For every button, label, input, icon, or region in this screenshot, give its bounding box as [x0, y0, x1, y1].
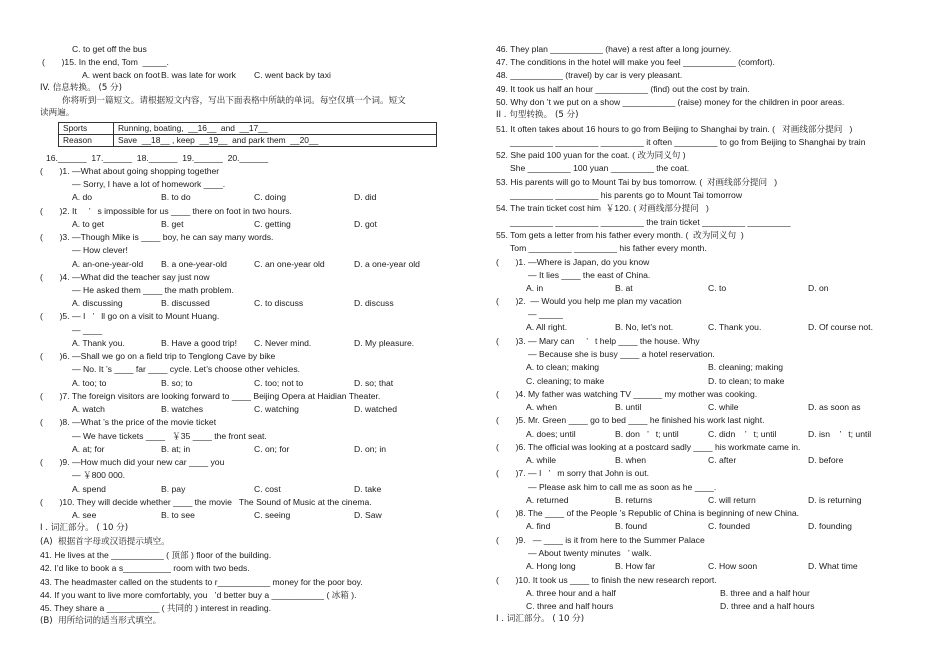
section-iv-heading: IV. 信息转换。 (5 分): [40, 83, 122, 93]
question-4-reply: — He asked them ____ the math problem.: [72, 285, 234, 295]
option: B. at; in: [161, 444, 191, 454]
option: B. to do: [161, 192, 191, 202]
table-row: [59, 135, 437, 147]
option: A. do: [72, 192, 93, 202]
question-41: 41. He lives at the ___________ ( 顶部 ) floor of the building.: [40, 550, 272, 560]
question-44: 44. If you want to live more comfortably, you ’d better buy a ___________ ( 冰箱 ).: [40, 590, 357, 600]
option: C. too; not to: [254, 378, 304, 388]
option: D. My pleasure.: [354, 338, 415, 348]
option: D. got: [354, 219, 377, 229]
option: A. does; until: [526, 429, 576, 439]
option: D. What time: [808, 561, 858, 571]
option: B. cleaning; making: [708, 362, 783, 372]
option: D. did: [354, 192, 377, 202]
option: D. on: [808, 283, 829, 293]
vocab-section-heading-right: I . 词汇部分。 ( 10 分): [496, 614, 585, 624]
option: C. founded: [708, 521, 751, 531]
option: B. when: [615, 455, 647, 465]
mc-question-1: ( )1. —Where is Japan, do you know: [496, 257, 650, 267]
q14-option-c: C. to get off the bus: [72, 44, 147, 54]
option: A. in: [526, 283, 544, 293]
option: A. discussing: [72, 298, 123, 308]
option: B. get: [161, 219, 184, 229]
option: C. to discuss: [254, 298, 304, 308]
mc-question-1-reply: — It lies ____ the east of China.: [528, 270, 651, 280]
option: C. doing: [254, 192, 287, 202]
question-1-reply: — Sorry, I have a lot of homework ____.: [72, 179, 226, 189]
option: D. a one-year old: [354, 259, 420, 269]
vocab-section-heading: I . 词汇部分。 ( 10 分): [40, 523, 129, 533]
info-table: [58, 122, 437, 147]
option: A. see: [72, 510, 97, 520]
question-45: 45. They share a ___________ ( 共同的 ) interest in reading.: [40, 603, 272, 613]
mc-question-4: ( )4. My father was watching TV ______ my mother was cooking.: [496, 389, 758, 399]
mc-question-3-reply: — Because she is busy ____ a hotel reservation.: [528, 349, 715, 359]
option: D. Of course not.: [808, 322, 873, 332]
option: B. to see: [161, 510, 195, 520]
question-8-reply: — We have tickets ____ ￥35 ____ the front seat.: [72, 431, 267, 441]
mc-question-9: ( )9. — ____ is it from here to the Summer Palace: [496, 535, 705, 545]
question-49: 49. It took us half an hour ___________ (find) out the cost by train.: [496, 84, 750, 94]
question-8: ( )8. —What ’s the price of the movie ticket: [40, 417, 217, 427]
question-2: ( )2. It ’ s impossible for us ____ there on foot in two hours.: [40, 206, 292, 216]
question-10: ( )10. They will decide whether ____ the movie The Sound of Music at the cinema.: [40, 497, 372, 507]
option: D. watched: [354, 404, 397, 414]
table-cell: Sports: [59, 123, 114, 135]
table-cell: Running, boating, __16__ and __17__: [114, 123, 437, 135]
section-iv-instructions-cont: 读两遍。: [40, 108, 75, 118]
mc-question-10: ( )10. It took us ____ to finish the new research report.: [496, 575, 717, 585]
option: B. watches: [161, 404, 204, 414]
option: A. three hour and a half: [526, 588, 616, 598]
option: B. returns: [615, 495, 653, 505]
option: D. isn ’ t; until: [808, 429, 872, 439]
option: A. while: [526, 455, 557, 465]
section-iv-instructions: 你将听到一篇短文。请根据短文内容，写出下面表格中所缺的单词。每空仅填一个词。短文: [62, 96, 406, 106]
question-1: ( )1. —What about going shopping together: [40, 166, 220, 176]
option: D. on; in: [354, 444, 387, 454]
option: C. cost: [254, 484, 281, 494]
vocab-part-b-heading: (B) 用所给词的适当形式填空。: [40, 616, 162, 626]
mc-question-7: ( )7. — I ’ m sorry that John is out.: [496, 468, 649, 478]
mc-question-2: ( )2. — Would you help me plan my vacation: [496, 296, 682, 306]
option: C. after: [708, 455, 737, 465]
option: A. when: [526, 402, 558, 412]
question-5: ( )5. — I ’ ll go on a visit to Mount Huang.: [40, 311, 220, 321]
option: D. so; that: [354, 378, 394, 388]
question-51: 51. It often takes about 16 hours to go from Beijing to Shanghai by train. ( 对画线部分提问 ): [496, 124, 853, 134]
vocab-part-a-heading: (A) 根据首字母或汉语提示填空。: [40, 537, 170, 547]
option: D. before: [808, 455, 844, 465]
mc-question-5: ( )5. Mr. Green ____ go to bed ____ he finished his work last night.: [496, 415, 765, 425]
option: D. take: [354, 484, 382, 494]
option: B. three and a half hour: [720, 588, 810, 598]
question-55: 55. Tom gets a letter from his father every month. ( 改为同义句 ): [496, 230, 744, 240]
option: B. Have a good trip!: [161, 338, 237, 348]
question-9: ( )9. —How much did your new car ____ you: [40, 457, 225, 467]
option: D. Saw: [354, 510, 382, 520]
option: A. Hong long: [526, 561, 576, 571]
option: D. is returning: [808, 495, 862, 505]
question-53: 53. His parents will go to Mount Tai by bus tomorrow. ( 对画线部分提问 ): [496, 177, 778, 187]
question-47: 47. The conditions in the hotel will make you feel ___________ (comfort).: [496, 57, 775, 67]
question-7: ( )7. The foreign visitors are looking forward to ____ Beijing Opera at Haidian Theater.: [40, 391, 381, 401]
option: B. discussed: [161, 298, 210, 308]
mc-question-2-reply: — _____: [528, 309, 563, 319]
option: B. at: [615, 283, 633, 293]
option: C. seeing: [254, 510, 291, 520]
mc-question-8: ( )8. The ____ of the People ’s Republic of China is beginning of new China.: [496, 508, 800, 518]
question-43: 43. The headmaster called on the students to r___________ money for the poor boy.: [40, 577, 363, 587]
mc-question-3: ( )3. — Mary can ’ t help ____ the house. Why: [496, 336, 700, 346]
question-4: ( )4. —What did the teacher say just now: [40, 272, 210, 282]
option: B. so; to: [161, 378, 193, 388]
option: C. watching: [254, 404, 299, 414]
option: B. a one-year-old: [161, 259, 227, 269]
question-46: 46. They plan ___________ (have) a rest after a long journey.: [496, 44, 732, 54]
option: B. How far: [615, 561, 656, 571]
option: D. founding: [808, 521, 852, 531]
q15-option-b: B. was late for work: [161, 70, 236, 80]
option: D. to clean; to make: [708, 376, 785, 386]
option: A. spend: [72, 484, 106, 494]
option: A. All right.: [526, 322, 568, 332]
mc-question-9-reply: — About twenty minutes ’ walk.: [528, 548, 652, 558]
option: B. No, let’s not.: [615, 322, 674, 332]
table-cell: Reason: [59, 135, 114, 147]
option: D. three and a half hours: [720, 601, 815, 611]
mc-question-7-reply: — Please ask him to call me as soon as he ____.: [528, 482, 717, 492]
option: C. an one-year old: [254, 259, 325, 269]
option: A. too; to: [72, 378, 107, 388]
option: C. didn ’ t; until: [708, 429, 777, 439]
option: C. Never mind.: [254, 338, 312, 348]
answer-blanks-16-20: 16.______ 17.______ 18.______ 19.______ 20.______: [46, 153, 269, 163]
question-52: 52. She paid 100 yuan for the coat. ( 改为同义句 ): [496, 150, 686, 160]
option: A. to get: [72, 219, 105, 229]
question-51-answer: _________ _________ _________ it often _________ to go from Beijing to Shanghai by train: [510, 137, 866, 147]
option: A. to clean; making: [526, 362, 600, 372]
option: A. watch: [72, 404, 105, 414]
question-6-reply: — No. It ’s ____ far ____ cycle. Let’s choose other vehicles.: [72, 364, 301, 374]
option: A. returned: [526, 495, 569, 505]
question-5-reply: — ____: [72, 325, 103, 335]
option: B. pay: [161, 484, 186, 494]
question-3: ( )3. —Though Mike is ____ boy, he can say many words.: [40, 232, 274, 242]
option: C. to: [708, 283, 727, 293]
option: D. discuss: [354, 298, 394, 308]
option: C. will return: [708, 495, 756, 505]
question-54: 54. The train ticket cost him ￥120. ( 对画线部分提问 ): [496, 203, 709, 213]
question-48: 48. ___________ (travel) by car is very pleasant.: [496, 70, 683, 80]
option: C. How soon: [708, 561, 758, 571]
option: B. until: [615, 402, 642, 412]
mc-question-6: ( )6. The official was looking at a postcard sadly ____ his workmate came in.: [496, 442, 801, 452]
question-50: 50. Why don ’t we put on a show ___________ (raise) money for the children in poor areas.: [496, 97, 845, 107]
option: A. find: [526, 521, 551, 531]
option: C. cleaning; to make: [526, 376, 605, 386]
question-54-answer: _________ _________ _________ the train ticket _________ _________: [510, 217, 791, 227]
table-row: [59, 123, 437, 135]
question-15: ( )15. In the end, Tom _____.: [42, 57, 169, 67]
option: C. getting: [254, 219, 291, 229]
option: A. Thank you.: [72, 338, 125, 348]
option: C. while: [708, 402, 739, 412]
question-42: 42. I’d like to book a s__________ room with two beds.: [40, 563, 250, 573]
table-cell: Save __18__ , keep __19__ and park them __20__: [114, 135, 437, 147]
question-55-answer: Tom _________ _________ his father every month.: [510, 243, 707, 253]
question-6: ( )6. —Shall we go on a field trip to Tenglong Cave by bike: [40, 351, 276, 361]
section-ii-heading: II . 句型转换。 (5 分): [496, 110, 579, 120]
option: B. found: [615, 521, 648, 531]
option: A. an-one-year-old: [72, 259, 144, 269]
question-3-reply: — How clever!: [72, 245, 128, 255]
option: C. three and half hours: [526, 601, 614, 611]
q15-option-a: A. went back on foot: [82, 70, 160, 80]
question-52-answer: She _________ 100 yuan _________ the coat.: [510, 163, 690, 173]
option: A. at; for: [72, 444, 105, 454]
option: C. on; for: [254, 444, 290, 454]
question-9-reply: — ￥800 000.: [72, 470, 126, 480]
option: B. don ’ t; until: [615, 429, 679, 439]
option: C. Thank you.: [708, 322, 762, 332]
option: D. as soon as: [808, 402, 861, 412]
question-53-answer: _________ _________ his parents go to Mount Tai tomorrow: [510, 190, 743, 200]
q15-option-c: C. went back by taxi: [254, 70, 331, 80]
